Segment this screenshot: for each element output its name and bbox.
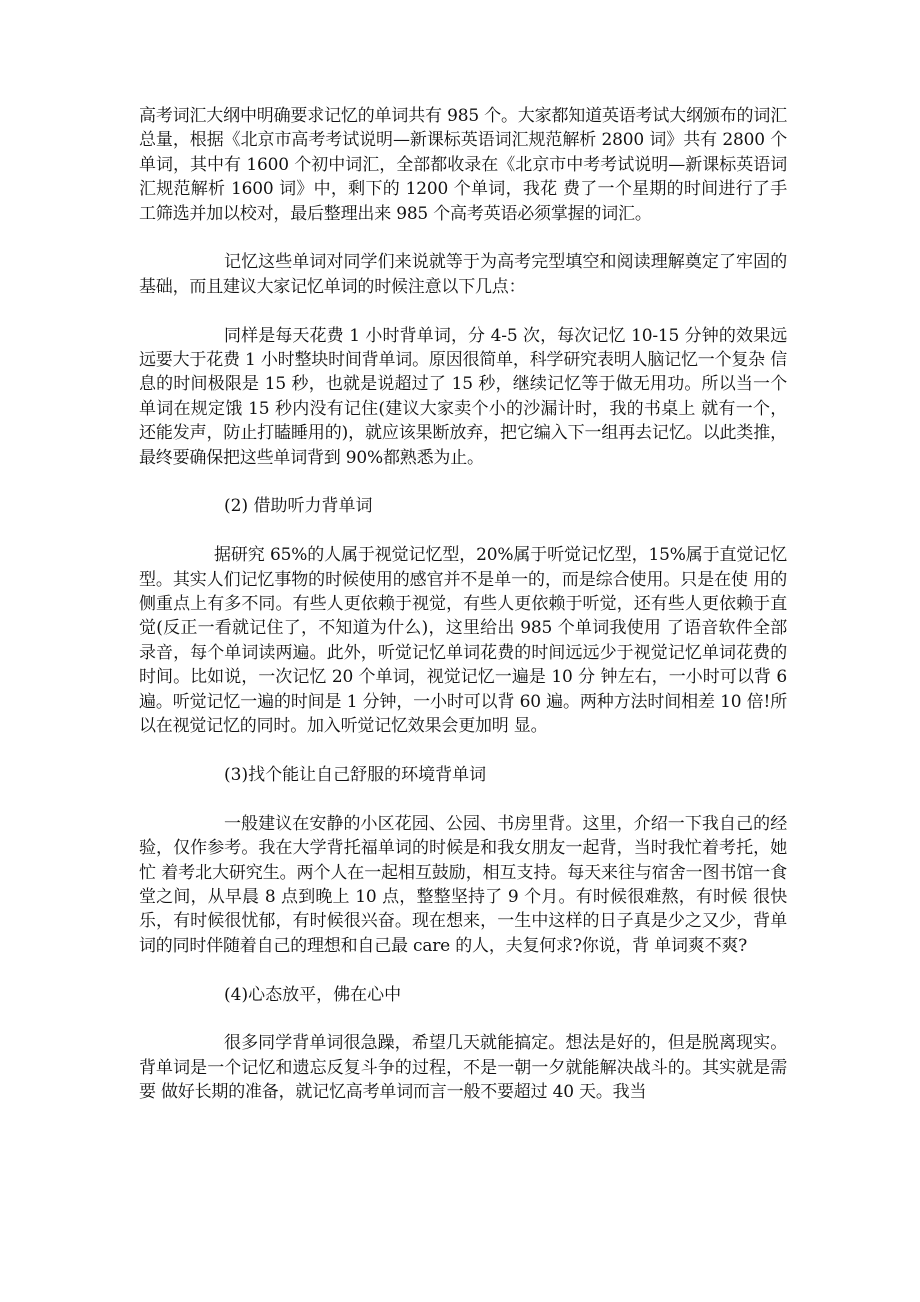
paragraph-gap — [139, 958, 787, 982]
tip-3-heading: (3)找个能让自己舒服的环境背单词 — [224, 764, 487, 785]
intro-paragraph: 高考词汇大纲中明确要求记忆的单词共有 985 个。大家都知道英语考试大纲颁布的词汇总量，根据《北京市高考考试说明—新课标英语词汇规范解析 2800 词》共有 2800 个单词，其中有 1600 个初中词汇，全部都收录在《北京市中考考试说明—新课标英语词汇规范解析 1600 词》中，剩下的 1200 个单词，我花 费了一个星期的时间进行了手工筛选并加以校对，最后整理出来 985 个高考英语必须掌握的词汇。 — [139, 106, 787, 224]
paragraph-gap — [139, 739, 787, 763]
tip-4-paragraph: 很多同学背单词很急躁，希望几天就能搞定。想法是好的，但是脱离现实。背单词是一个记忆和遗忘反复斗争的过程，不是一朝一夕就能解决战斗的。其实就是需要 做好长期的准备，就记忆高考单词而言一般不要超过 40 天。我当 — [139, 1033, 787, 1103]
paragraph-gap — [139, 519, 787, 543]
paragraph-gap — [139, 299, 787, 323]
paragraph-gap — [139, 787, 787, 811]
advice-intro-paragraph: 记忆这些单词对同学们来说就等于为高考完型填空和阅读理解奠定了牢固的基础，而且建议大家记忆单词的时候注意以下几点： — [139, 252, 787, 297]
paragraph-gap — [139, 470, 787, 494]
tip-1-paragraph: 同样是每天花费 1 小时背单词，分 4-5 次，每次记忆 10-15 分钟的效果远远要大于花费 1 小时整块时间背单词。原因很简单，科学研究表明人脑记忆一个复杂 信息的时间极限是 15 秒，也就是说超过了 15 秒，继续记忆等于做无用功。所以当一个单词在规定饿 15 秒内没有记住(建议大家卖个小的沙漏计时，我的书桌上 就有一个，还能发声，防止打瞌睡用的)，就应该果断放弃，把它编入下一组再去记忆。以此类推，最终要确保把这些单词背到 90%都熟悉为止。 — [139, 325, 787, 468]
tip-4-heading: (4)心态放平，佛在心中 — [224, 984, 402, 1005]
tip-3-paragraph: 一般建议在安静的小区花园、公园、书房里背。这里，介绍一下我自己的经验，仅作参考。我在大学背托福单词的时候是和我女朋友一起背，当时我忙着考托，她忙 着考北大研究生。两个人在一起相互鼓励，相互支持。每天来往与宿舍一图书馆一食堂之间，从早晨 8 点到晚上 10 点，整整坚持了 9 个月。有时候很难熬，有时候 很快乐，有时候很忧郁，有时候很兴奋。现在想来，一生中这样的日子真是少之又少，背单词的同时伴随着自己的理想和自己最 care 的人，夫复何求?你说，背 单词爽不爽? — [139, 813, 787, 956]
tip-2-paragraph: 据研究 65%的人属于视觉记忆型，20%属于听觉记忆型，15%属于直觉记忆型。其实人们记忆事物的时候使用的感官并不是单一的，而是综合使用。只是在使 用的侧重点上有多不同。有些人更依赖于视觉，有些人更依赖于听觉，还有些人更依赖于直觉(反正一看就记住了，不知道为什么)，这里给出 985 个单词我使用 了语音软件全部录音，每个单词读两遍。此外，听觉记忆单词花费的时间远远少于视觉记忆单词花费的时间。比如说，一次记忆 20 个单词，视觉记忆一遍是 10 分 钟左右，一小时可以背 6 遍。听觉记忆一遍的时间是 1 分钟，一小时可以背 60 遍。两种方法时间相差 10 倍!所以在视觉记忆的同时。加入听觉记忆效果会更加明 显。 — [139, 545, 787, 737]
document-page — [139, 104, 787, 1105]
tip-2-heading: (2) 借助听力背单词 — [224, 496, 373, 517]
paragraph-gap — [139, 226, 787, 250]
paragraph-gap — [139, 1007, 787, 1031]
